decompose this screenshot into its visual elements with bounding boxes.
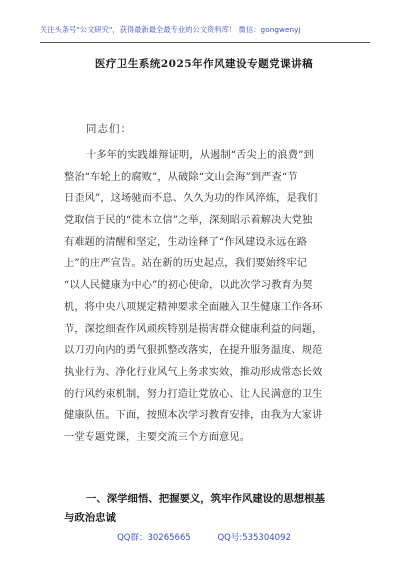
paragraph-line: 节，深挖细查作风顽疾特别是损害群众健康利益的问题， [64, 323, 323, 335]
body-paragraph [64, 145, 346, 449]
paragraph-line: 十多年的实践雄辩证明，从遏制“舌尖上的浪费”到 [86, 150, 314, 161]
paragraph-line: 执业行为、净化行业风气上务求实效，推动形成常态长效 [64, 366, 323, 378]
header-divider [40, 42, 370, 43]
paragraph-line: 党取信于民的“徙木立信”之举，深刻昭示着解决大党独 [64, 215, 313, 227]
paragraph-line: 日歪风”，这场驰而不息、久久为功的作风淬炼，是我们 [64, 193, 318, 205]
paragraph-line: 以刀刃向内的勇气狠抓整改落实，在提升服务温度、规范 [64, 345, 323, 357]
footer-contact [0, 531, 408, 543]
header-notice: 关注头条号"公文研究"，获得最新最全最专业的公文资料库！ 微信：gongwenyj [40, 25, 301, 34]
paragraph-line: 一堂专题党课，主要交流三个方面意见。 [64, 431, 251, 443]
qq-group-label: QQ群：30265665 [117, 533, 191, 543]
section-heading [64, 490, 348, 528]
paragraph-line: 有难题的清醒和坚定，生动诠释了“作风建设永远在路 [64, 236, 308, 248]
paragraph-line: 健康队伍。下面，按照本次学习教育安排，由我为大家讲 [64, 410, 323, 422]
section-heading-line: 一、深学细悟、把握要义，筑牢作风建设的思想根基 [86, 493, 325, 505]
qq-number-label: QQ号:535304092 [217, 533, 291, 543]
paragraph-line: 整治“车轮上的腐败”，从破除“文山会海”到严查“节 [64, 171, 298, 183]
paragraph-line: 机，将中央八项规定精神要求全面融入卫生健康工作各环 [64, 301, 323, 313]
section-heading-line: 与政治忠诚 [64, 512, 116, 524]
paragraph-line: 的行风约束机制，努力打造让党放心、让人民满意的卫生 [64, 388, 323, 400]
paragraph-line: 上”的庄严宣告。站在新的历史起点，我们要始终牢记 [64, 258, 308, 270]
salutation: 同志们： [86, 123, 132, 135]
document-title: 医疗卫生系统2025年作风建设专题党课讲稿 [94, 58, 314, 70]
paragraph-line: “以人民健康为中心”的初心使命，以此次学习教育为契 [64, 280, 313, 292]
